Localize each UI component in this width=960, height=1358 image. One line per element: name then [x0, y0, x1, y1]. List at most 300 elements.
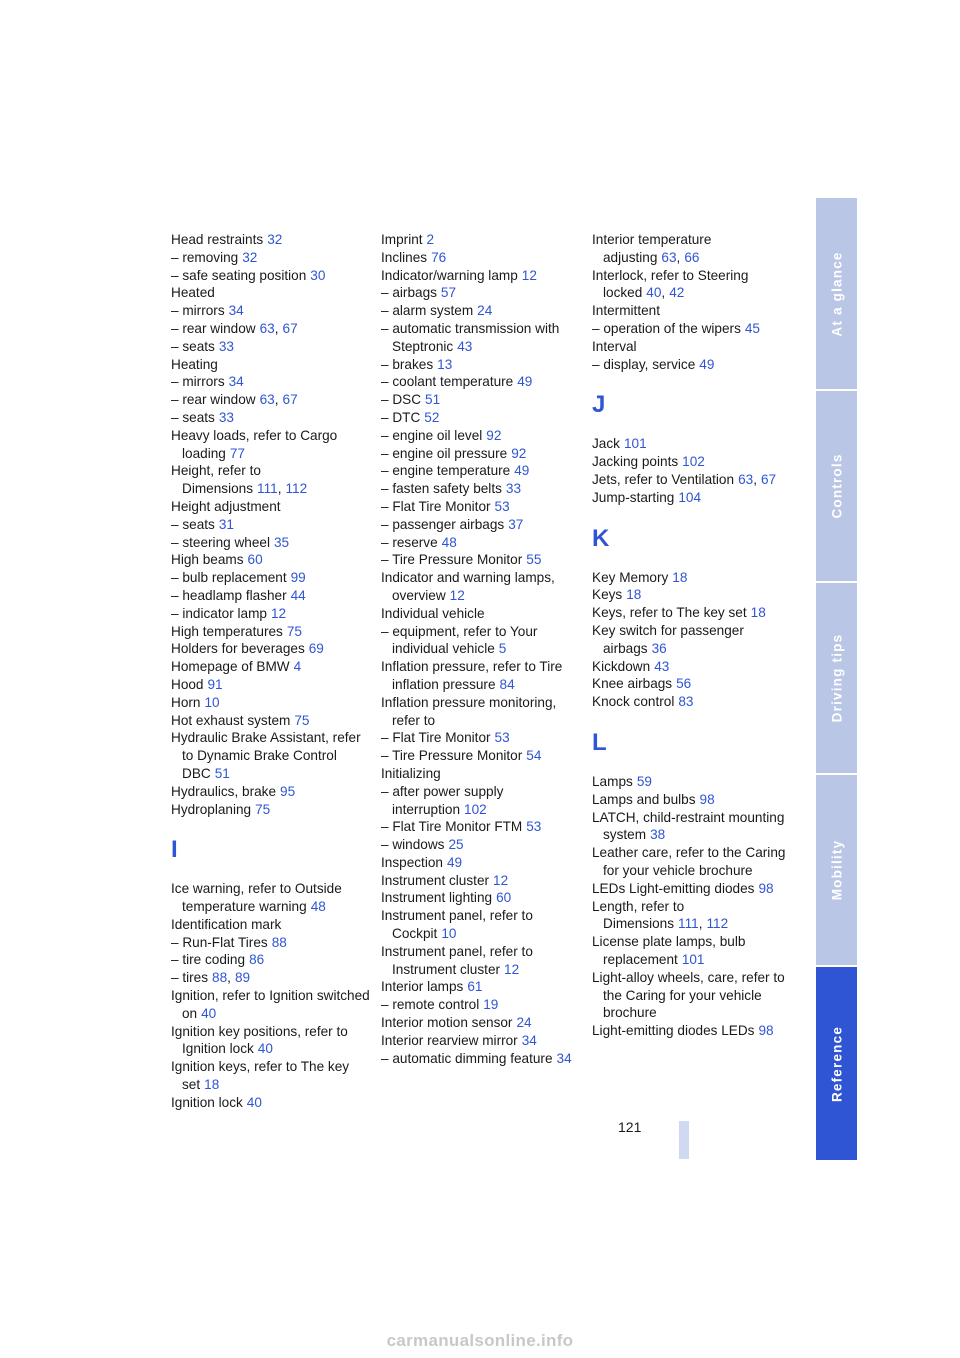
page-separator: , [227, 970, 231, 986]
page-link[interactable]: 51 [214, 765, 230, 781]
index-entry-text: Height, refer to Dimensions [171, 463, 261, 497]
page-link[interactable]: 4 [293, 659, 302, 675]
index-entry [592, 933, 792, 969]
index-entry-text: Hydraulics, brake [171, 783, 277, 799]
page-number: 121 [618, 1119, 642, 1135]
page-link[interactable]: 18 [750, 605, 766, 621]
page-link[interactable]: 63 [259, 320, 275, 336]
page-link[interactable]: 43 [654, 658, 670, 674]
page-link[interactable]: 95 [280, 783, 296, 799]
index-entry-text: – display, service [592, 356, 696, 372]
index-entry-text: Individual vehicle [381, 605, 485, 621]
index-entry-text: – Tire Pressure Monitor [381, 552, 523, 568]
index-entry-text: – airbags [381, 285, 437, 301]
index-entry-text: Length, refer to Dimensions [592, 898, 685, 932]
index-entry [381, 356, 581, 374]
page-link[interactable]: 56 [676, 676, 692, 692]
page-link[interactable]: 34 [228, 303, 244, 319]
page-link[interactable]: 19 [483, 997, 499, 1013]
index-entry [381, 889, 581, 907]
index-entry [381, 249, 581, 267]
page-link[interactable]: 33 [505, 481, 522, 497]
index-entry-text: Knock control [592, 694, 675, 710]
index-entry [381, 284, 581, 302]
index-entry [171, 356, 371, 374]
index-entry-text: – coolant temperature [381, 374, 514, 390]
index-entry [171, 498, 371, 516]
index-entry-text: – removing [171, 249, 239, 265]
index-entry [592, 231, 792, 267]
page-link[interactable]: 60 [496, 890, 512, 906]
index-entry-text: LATCH, child-restraint mounting system [592, 809, 785, 843]
page-link[interactable]: 12 [449, 587, 465, 603]
index-entry-text: Hydraulic Brake Assistant, refer to Dynamic Brake Control DBC [171, 730, 361, 781]
index-entry-text: Interior lamps [381, 979, 464, 995]
index-entry [171, 409, 371, 427]
index-entry-text: Imprint [381, 232, 423, 247]
page-link[interactable]: 33 [218, 409, 234, 425]
page-link[interactable]: 101 [623, 436, 647, 452]
page-link[interactable]: 88 [271, 934, 287, 950]
index-entry [171, 969, 371, 987]
index-entry-text: Interior motion sensor [381, 1015, 513, 1031]
index-entry-text: Ignition key positions, refer to Ignition lock [171, 1023, 348, 1057]
index-entry-text: Keys, refer to The key set [592, 605, 747, 621]
index-entry [171, 605, 371, 623]
page-link[interactable]: 102 [464, 801, 487, 817]
index-entry [171, 916, 371, 934]
index-entry-text: – tire coding [171, 952, 246, 968]
page-link[interactable]: 66 [684, 249, 700, 265]
index-entry [171, 987, 371, 1023]
index-entry [592, 880, 792, 898]
index-entry-text: Heavy loads, refer to Cargo loading [171, 427, 338, 461]
index-entry [171, 951, 371, 969]
page-link[interactable]: 40 [246, 1094, 262, 1110]
index-entry [592, 773, 792, 791]
index-entry [171, 320, 371, 338]
page-link[interactable]: 104 [678, 489, 702, 505]
index-entry-text: – bulb replacement [171, 570, 287, 586]
page-separator: , [676, 249, 681, 265]
index-entry-text: Instrument panel, refer to Cockpit [381, 908, 533, 942]
tab-driving-tips[interactable] [816, 583, 857, 773]
index-entry [171, 302, 371, 320]
index-entry [381, 694, 581, 730]
index-entry [381, 391, 581, 409]
index-entry-text: Ignition lock [171, 1094, 243, 1110]
page-link[interactable]: 38 [650, 827, 666, 843]
index-entry-text: Inflation pressure, refer to Tire inflation pressure [381, 659, 563, 692]
page-link[interactable]: 53 [494, 730, 510, 746]
index-entry [381, 907, 581, 943]
page-link[interactable]: 67 [282, 392, 298, 408]
page-link[interactable]: 53 [494, 498, 510, 514]
index-entry [171, 569, 371, 587]
index-entry [381, 978, 581, 996]
index-entry [171, 783, 371, 801]
index-entry [171, 587, 371, 605]
index-entry-text: Leather care, refer to the Caring for your vehicle brochure [592, 845, 786, 878]
tab-label: Reference [829, 1025, 844, 1102]
page-link[interactable]: 12 [521, 267, 537, 283]
index-entry-text: Instrument panel, refer to Instrument cluster [381, 943, 533, 977]
index-entry-text: – fasten safety belts [381, 481, 502, 497]
page-link[interactable]: 84 [499, 676, 515, 692]
index-entry [592, 693, 792, 711]
page-link[interactable]: 75 [286, 623, 302, 639]
index-entry-text: Knee airbags [592, 676, 673, 692]
index-entry-text: – DSC [381, 392, 422, 408]
index-entry-text: Inflation pressure monitoring, refer to [381, 694, 557, 728]
page-link[interactable]: 63 [661, 249, 677, 265]
page-link[interactable]: 52 [424, 409, 440, 425]
index-entry [171, 623, 371, 641]
page-link[interactable]: 60 [247, 552, 263, 568]
page-link[interactable]: 112 [706, 916, 729, 932]
index-entry-text: Jump-starting [592, 489, 675, 505]
page-link[interactable]: 5 [498, 641, 507, 657]
index-entry-text: – indicator lamp [171, 605, 267, 621]
section-letter-heading: I [171, 836, 178, 864]
page-link[interactable]: 77 [229, 445, 245, 461]
index-entry-text: Height adjustment [171, 498, 281, 514]
index-entry [381, 872, 581, 890]
index-entry-text: – automatic dimming feature [381, 1050, 553, 1066]
index-entry-text: Ignition, refer to Ignition switched on [171, 988, 370, 1021]
index-entry-text: Jets, refer to Ventilation [592, 471, 735, 487]
index-entry-text: – mirrors [171, 374, 225, 390]
index-entry-text: – rear window [171, 392, 256, 408]
page-link[interactable]: 67 [282, 320, 298, 336]
page-link[interactable]: 98 [699, 791, 715, 807]
index-entry [171, 284, 371, 302]
index-entry [381, 1014, 581, 1032]
page-link[interactable]: 32 [267, 232, 283, 247]
index-entry [381, 623, 581, 659]
index-entry [592, 356, 792, 374]
index-entry-text: – reserve [381, 534, 438, 550]
page-link[interactable]: 51 [425, 392, 441, 408]
page-link[interactable]: 98 [758, 1023, 774, 1039]
page-link[interactable]: 54 [526, 748, 542, 764]
index-entry [381, 498, 581, 516]
page-link[interactable]: 92 [511, 445, 527, 461]
page-separator: , [277, 481, 282, 497]
index-entry [381, 1032, 581, 1050]
index-entry [592, 658, 792, 676]
index-entry-text: – Flat Tire Monitor [381, 498, 491, 514]
page-link[interactable]: 92 [486, 427, 502, 443]
index-entry [171, 880, 371, 916]
index-entry-text: Indicator/warning lamp [381, 267, 518, 283]
index-entry [381, 427, 581, 445]
index-entry-text: Hydroplaning [171, 801, 252, 817]
page-link[interactable]: 18 [204, 1077, 220, 1093]
page-link[interactable]: 63 [738, 471, 754, 487]
page-link[interactable]: 24 [516, 1015, 532, 1031]
index-entry [171, 231, 371, 249]
page-link[interactable]: 40 [646, 285, 662, 301]
page-link[interactable]: 49 [446, 854, 463, 870]
index-entry [171, 516, 371, 534]
page-link[interactable]: 76 [431, 249, 447, 265]
index-entry-text: – passenger airbags [381, 516, 505, 532]
index-column-2 [381, 231, 581, 1067]
tab-mobility[interactable] [816, 775, 857, 965]
page-link[interactable]: 83 [678, 694, 694, 710]
index-entry [381, 462, 581, 480]
page-link[interactable]: 12 [270, 605, 287, 621]
index-entry [171, 640, 371, 658]
page-marker-bar [679, 1121, 689, 1159]
index-entry-text: – tires [171, 970, 209, 986]
page-link[interactable]: 63 [259, 392, 275, 408]
index-entry-text: Jacking points [592, 454, 679, 470]
index-entry [381, 854, 581, 872]
index-entry [171, 694, 371, 712]
index-entry [381, 267, 581, 285]
index-entry-text: – steering wheel [171, 534, 270, 550]
index-entry-text: Ice warning, refer to Outside temperature warning [171, 881, 342, 915]
index-entry [592, 453, 792, 471]
index-entry [381, 445, 581, 463]
index-entry-text: – seats [171, 409, 215, 425]
page-link[interactable]: 53 [526, 819, 542, 835]
page-link[interactable]: 10 [204, 694, 220, 710]
page-link[interactable]: 89 [234, 970, 251, 986]
index-entry [381, 996, 581, 1014]
page-separator: , [274, 392, 279, 408]
page-link[interactable]: 10 [441, 926, 457, 942]
index-entry [592, 435, 792, 453]
index-entry-text: Hood [171, 676, 204, 692]
index-entry-text: Interlock, refer to Steering locked [592, 267, 749, 301]
section-letter-heading: L [592, 728, 607, 756]
index-entry [171, 676, 371, 694]
index-entry-text: Jack [592, 436, 620, 452]
tab-label: Controls [829, 453, 844, 519]
page-link[interactable]: 49 [517, 374, 533, 390]
index-entry [381, 320, 581, 356]
index-entry [592, 898, 792, 934]
index-entry [381, 569, 581, 605]
page-link[interactable]: 13 [437, 356, 453, 372]
page-separator: , [274, 320, 279, 336]
page-link[interactable]: 34 [521, 1032, 537, 1048]
index-entry-text: – headlamp flasher [171, 587, 287, 603]
page-link[interactable]: 34 [556, 1050, 572, 1066]
page-link[interactable]: 43 [457, 338, 473, 354]
index-entry [171, 462, 371, 498]
tab-at-a-glance[interactable] [816, 198, 857, 389]
index-entry [381, 605, 581, 623]
index-entry [592, 302, 792, 320]
page-link[interactable]: 111 [257, 481, 278, 497]
index-entry [592, 604, 792, 622]
page-link[interactable]: 36 [651, 640, 667, 656]
index-entry [592, 569, 792, 587]
page-link[interactable]: 18 [626, 587, 642, 603]
index-entry [171, 1023, 371, 1059]
index-entry-text: – equipment, refer to Your individual vehicle [381, 623, 538, 657]
index-entry-text: – Flat Tire Monitor [381, 730, 491, 746]
page-link[interactable]: 42 [669, 285, 685, 301]
index-entry-text: – seats [171, 516, 215, 532]
index-entry [171, 801, 371, 819]
index-entry [171, 658, 371, 676]
page-link[interactable]: 59 [636, 773, 652, 789]
page-link[interactable]: 12 [504, 961, 520, 977]
page-link[interactable]: 112 [285, 481, 308, 497]
section-tabs [816, 198, 857, 1160]
index-entry-text: Instrument cluster [381, 872, 490, 888]
section-letter-heading: J [592, 391, 606, 419]
index-entry-text: Lamps and bulbs [592, 791, 696, 807]
index-entry-text: Inclines [381, 249, 428, 265]
index-entry [171, 934, 371, 952]
index-entry [381, 729, 581, 747]
page-link[interactable]: 40 [201, 1005, 217, 1021]
page-link[interactable]: 101 [681, 951, 705, 967]
index-entry [171, 712, 371, 730]
index-entry-text: Keys [592, 587, 623, 603]
index-entry-text: Instrument lighting [381, 890, 493, 906]
index-entry-text: – after power supply interruption [381, 783, 504, 817]
index-entry-text: License plate lamps, bulb replacement [592, 934, 746, 967]
index-entry-text: – operation of the wipers [592, 320, 741, 336]
index-entry-text: Inspection [381, 854, 443, 870]
index-entry [592, 320, 792, 338]
index-entry-text: Heating [171, 356, 218, 372]
index-entry-text: LEDs Light-emitting diodes [592, 880, 755, 896]
tab-reference[interactable] [816, 967, 857, 1160]
page-link[interactable]: 44 [290, 587, 306, 603]
tab-label: Driving tips [829, 633, 844, 723]
index-entry-text: Intermittent [592, 303, 660, 319]
index-entry [171, 551, 371, 569]
page-link[interactable]: 57 [440, 285, 457, 301]
index-entry-text: – engine oil pressure [381, 445, 508, 461]
index-column-1 [171, 231, 371, 1112]
page-link[interactable]: 49 [514, 463, 530, 479]
index-entry [171, 1058, 371, 1094]
page-link[interactable]: 111 [678, 916, 699, 932]
index-entry [171, 267, 371, 285]
index-entry [381, 551, 581, 569]
index-entry [171, 249, 371, 267]
index-entry-text: – engine temperature [381, 463, 511, 479]
index-entry [592, 338, 792, 356]
page-link[interactable]: 48 [310, 899, 326, 915]
page-link[interactable]: 61 [467, 979, 483, 995]
page-link[interactable]: 35 [274, 534, 290, 550]
tab-controls[interactable] [816, 391, 857, 581]
index-entry [381, 818, 581, 836]
index-entry [381, 302, 581, 320]
index-entry-text: – automatic transmission with Steptronic [381, 320, 560, 354]
index-entry-text: – Tire Pressure Monitor [381, 748, 523, 764]
page-link[interactable]: 102 [682, 454, 705, 470]
page-link[interactable]: 55 [526, 552, 542, 568]
footer-watermark: carmanualsonline.info [386, 1331, 574, 1350]
page-link[interactable]: 30 [310, 267, 326, 283]
index-entry [592, 969, 792, 1022]
page-link[interactable]: 67 [760, 471, 777, 487]
index-entry-text: – engine oil level [381, 427, 483, 443]
index-entry-text: Kickdown [592, 658, 651, 674]
page-link[interactable]: 12 [493, 872, 509, 888]
index-entry-text: – alarm system [381, 303, 474, 319]
index-entry [592, 586, 792, 604]
index-entry-text: – remote control [381, 997, 480, 1013]
page-link[interactable]: 25 [448, 837, 464, 853]
index-entry [381, 747, 581, 765]
index-entry-text: – DTC [381, 409, 421, 425]
index-entry [592, 267, 792, 303]
index-entry-text: – seats [171, 338, 215, 354]
index-entry [592, 1022, 792, 1040]
index-entry [381, 943, 581, 979]
index-entry-text: – Run-Flat Tires [171, 934, 268, 950]
index-entry-text: High temperatures [171, 623, 283, 639]
index-entry [381, 783, 581, 819]
page-link[interactable]: 2 [426, 232, 435, 247]
index-entry [381, 480, 581, 498]
page-link[interactable]: 99 [290, 570, 306, 586]
index-entry-text: Key Memory [592, 569, 669, 585]
page-link[interactable]: 91 [207, 676, 223, 692]
section-letter-heading: K [592, 524, 610, 552]
index-entry-text: Identification mark [171, 916, 282, 932]
page-link[interactable]: 18 [672, 569, 688, 585]
index-entry [381, 1050, 581, 1068]
page-link[interactable]: 37 [508, 516, 524, 532]
index-entry-text: Light-emitting diodes LEDs [592, 1023, 755, 1039]
index-entry-text: Lamps [592, 773, 633, 789]
index-entry [592, 471, 792, 489]
page-link[interactable]: 33 [218, 338, 234, 354]
page-link[interactable]: 86 [249, 952, 265, 968]
index-entry [381, 765, 581, 783]
index-entry-text: Indicator and warning lamps, overview [381, 570, 555, 603]
page-link[interactable]: 49 [699, 356, 715, 372]
index-entry-text: Interior rearview mirror [381, 1032, 518, 1048]
index-entry-text: High beams [171, 552, 244, 568]
page-link[interactable]: 24 [477, 303, 493, 319]
tab-label: At a glance [829, 250, 844, 337]
index-entry [171, 534, 371, 552]
page-link[interactable]: 34 [228, 374, 244, 390]
index-entry-text: Key switch for passenger airbags [592, 622, 744, 656]
page-link[interactable]: 75 [255, 801, 271, 817]
index-entry-text: Homepage of BMW [171, 659, 290, 675]
page-link[interactable]: 45 [744, 320, 760, 336]
page-link[interactable]: 32 [242, 249, 258, 265]
index-entry-text: – Flat Tire Monitor FTM [381, 819, 523, 835]
page-link[interactable]: 48 [441, 534, 457, 550]
page-link[interactable]: 98 [758, 880, 774, 896]
index-entry-text: – safe seating position [171, 267, 307, 283]
index-entry-text: Ignition keys, refer to The key set [171, 1059, 350, 1093]
page-link[interactable]: 75 [294, 712, 310, 728]
index-entry-text: – brakes [381, 356, 434, 372]
page-link[interactable]: 31 [218, 516, 234, 532]
page-link[interactable]: 69 [308, 641, 324, 657]
index-entry [592, 809, 792, 845]
page-link[interactable]: 88 [212, 970, 228, 986]
page-link[interactable]: 40 [257, 1041, 273, 1057]
